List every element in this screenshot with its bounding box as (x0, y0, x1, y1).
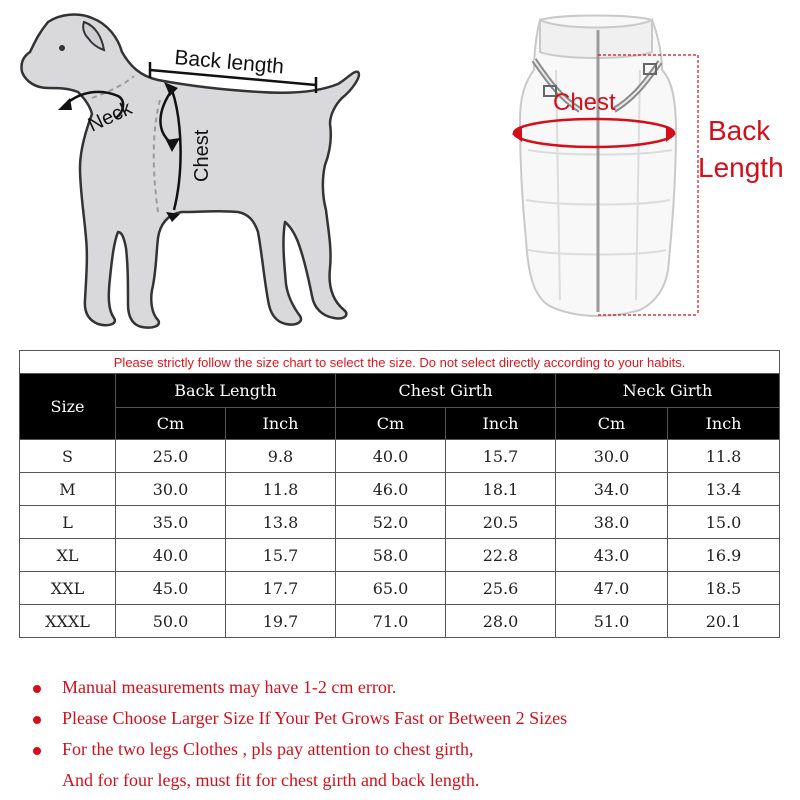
note-item (30, 672, 790, 703)
note-item (30, 734, 790, 765)
note-text: Manual measurements may have 1-2 cm error. (62, 677, 397, 697)
coat-chest-label: Chest (553, 89, 616, 116)
table-cell: 47.0 (556, 572, 668, 605)
note-text: And for four legs, must fit for chest girth and back length. (62, 770, 480, 790)
back-length-header: Back Length (116, 374, 336, 408)
table-cell: 25.0 (116, 440, 226, 473)
table-cell: 15.7 (226, 539, 336, 572)
unit-header: Inch (446, 408, 556, 440)
table-row (20, 506, 780, 539)
table-cell: 15.7 (446, 440, 556, 473)
table-cell: 71.0 (336, 605, 446, 638)
coat-length-label: Length (698, 152, 784, 183)
table-cell: 15.0 (668, 506, 780, 539)
table-cell: 40.0 (116, 539, 226, 572)
size-cell: M (20, 473, 116, 506)
back-length-label: Back length (173, 46, 285, 79)
note-text: For the two legs Clothes , pls pay attention to chest girth, (62, 739, 474, 759)
table-cell: 17.7 (226, 572, 336, 605)
size-cell: XXXL (20, 605, 116, 638)
coat-illustration (512, 16, 698, 317)
table-cell: 35.0 (116, 506, 226, 539)
table-cell: 38.0 (556, 506, 668, 539)
table-cell: 58.0 (336, 539, 446, 572)
bullet-icon (33, 747, 41, 755)
unit-header: Cm (116, 408, 226, 440)
size-cell: L (20, 506, 116, 539)
notes-list (30, 672, 790, 796)
neck-label: Neck (84, 97, 136, 137)
table-cell: 9.8 (226, 440, 336, 473)
table-cell: 50.0 (116, 605, 226, 638)
table-cell: 19.7 (226, 605, 336, 638)
unit-header: Inch (226, 408, 336, 440)
table-row (20, 539, 780, 572)
table-cell: 34.0 (556, 473, 668, 506)
table-cell: 30.0 (116, 473, 226, 506)
table-cell: 25.6 (446, 572, 556, 605)
size-cell: XXL (20, 572, 116, 605)
coat-back-label: Back (708, 115, 771, 146)
table-cell: 45.0 (116, 572, 226, 605)
size-chart-notice: Please strictly follow the size chart to select the size. Do not select directly according to your habits. (20, 351, 780, 374)
table-row (20, 572, 780, 605)
table-cell: 40.0 (336, 440, 446, 473)
unit-header: Cm (556, 408, 668, 440)
table-cell: 22.8 (446, 539, 556, 572)
note-text: Please Choose Larger Size If Your Pet Grows Fast or Between 2 Sizes (62, 708, 568, 728)
table-cell: 46.0 (336, 473, 446, 506)
table-cell: 51.0 (556, 605, 668, 638)
table-cell: 11.8 (226, 473, 336, 506)
table-row (20, 473, 780, 506)
table-row (20, 440, 780, 473)
table-cell: 43.0 (556, 539, 668, 572)
measurement-illustration (0, 0, 800, 345)
size-cell: XL (20, 539, 116, 572)
table-cell: 18.1 (446, 473, 556, 506)
table-cell: 16.9 (668, 539, 780, 572)
table-cell: 65.0 (336, 572, 446, 605)
table-cell: 18.5 (668, 572, 780, 605)
table-cell: 11.8 (668, 440, 780, 473)
unit-header: Cm (336, 408, 446, 440)
chest-girth-header: Chest Girth (336, 374, 556, 408)
chest-label: Chest (191, 129, 213, 182)
table-cell: 13.4 (668, 473, 780, 506)
table-row (20, 605, 780, 638)
table-cell: 28.0 (446, 605, 556, 638)
unit-header: Inch (668, 408, 780, 440)
size-chart-table (19, 350, 780, 638)
bullet-icon (33, 716, 41, 724)
bullet-icon (33, 685, 41, 693)
note-item (30, 703, 790, 734)
size-cell: S (20, 440, 116, 473)
table-cell: 20.5 (446, 506, 556, 539)
size-header: Size (20, 374, 116, 440)
table-cell: 52.0 (336, 506, 446, 539)
table-cell: 30.0 (556, 440, 668, 473)
neck-girth-header: Neck Girth (556, 374, 780, 408)
note-item-continued (30, 765, 790, 796)
table-cell: 20.1 (668, 605, 780, 638)
table-cell: 13.8 (226, 506, 336, 539)
